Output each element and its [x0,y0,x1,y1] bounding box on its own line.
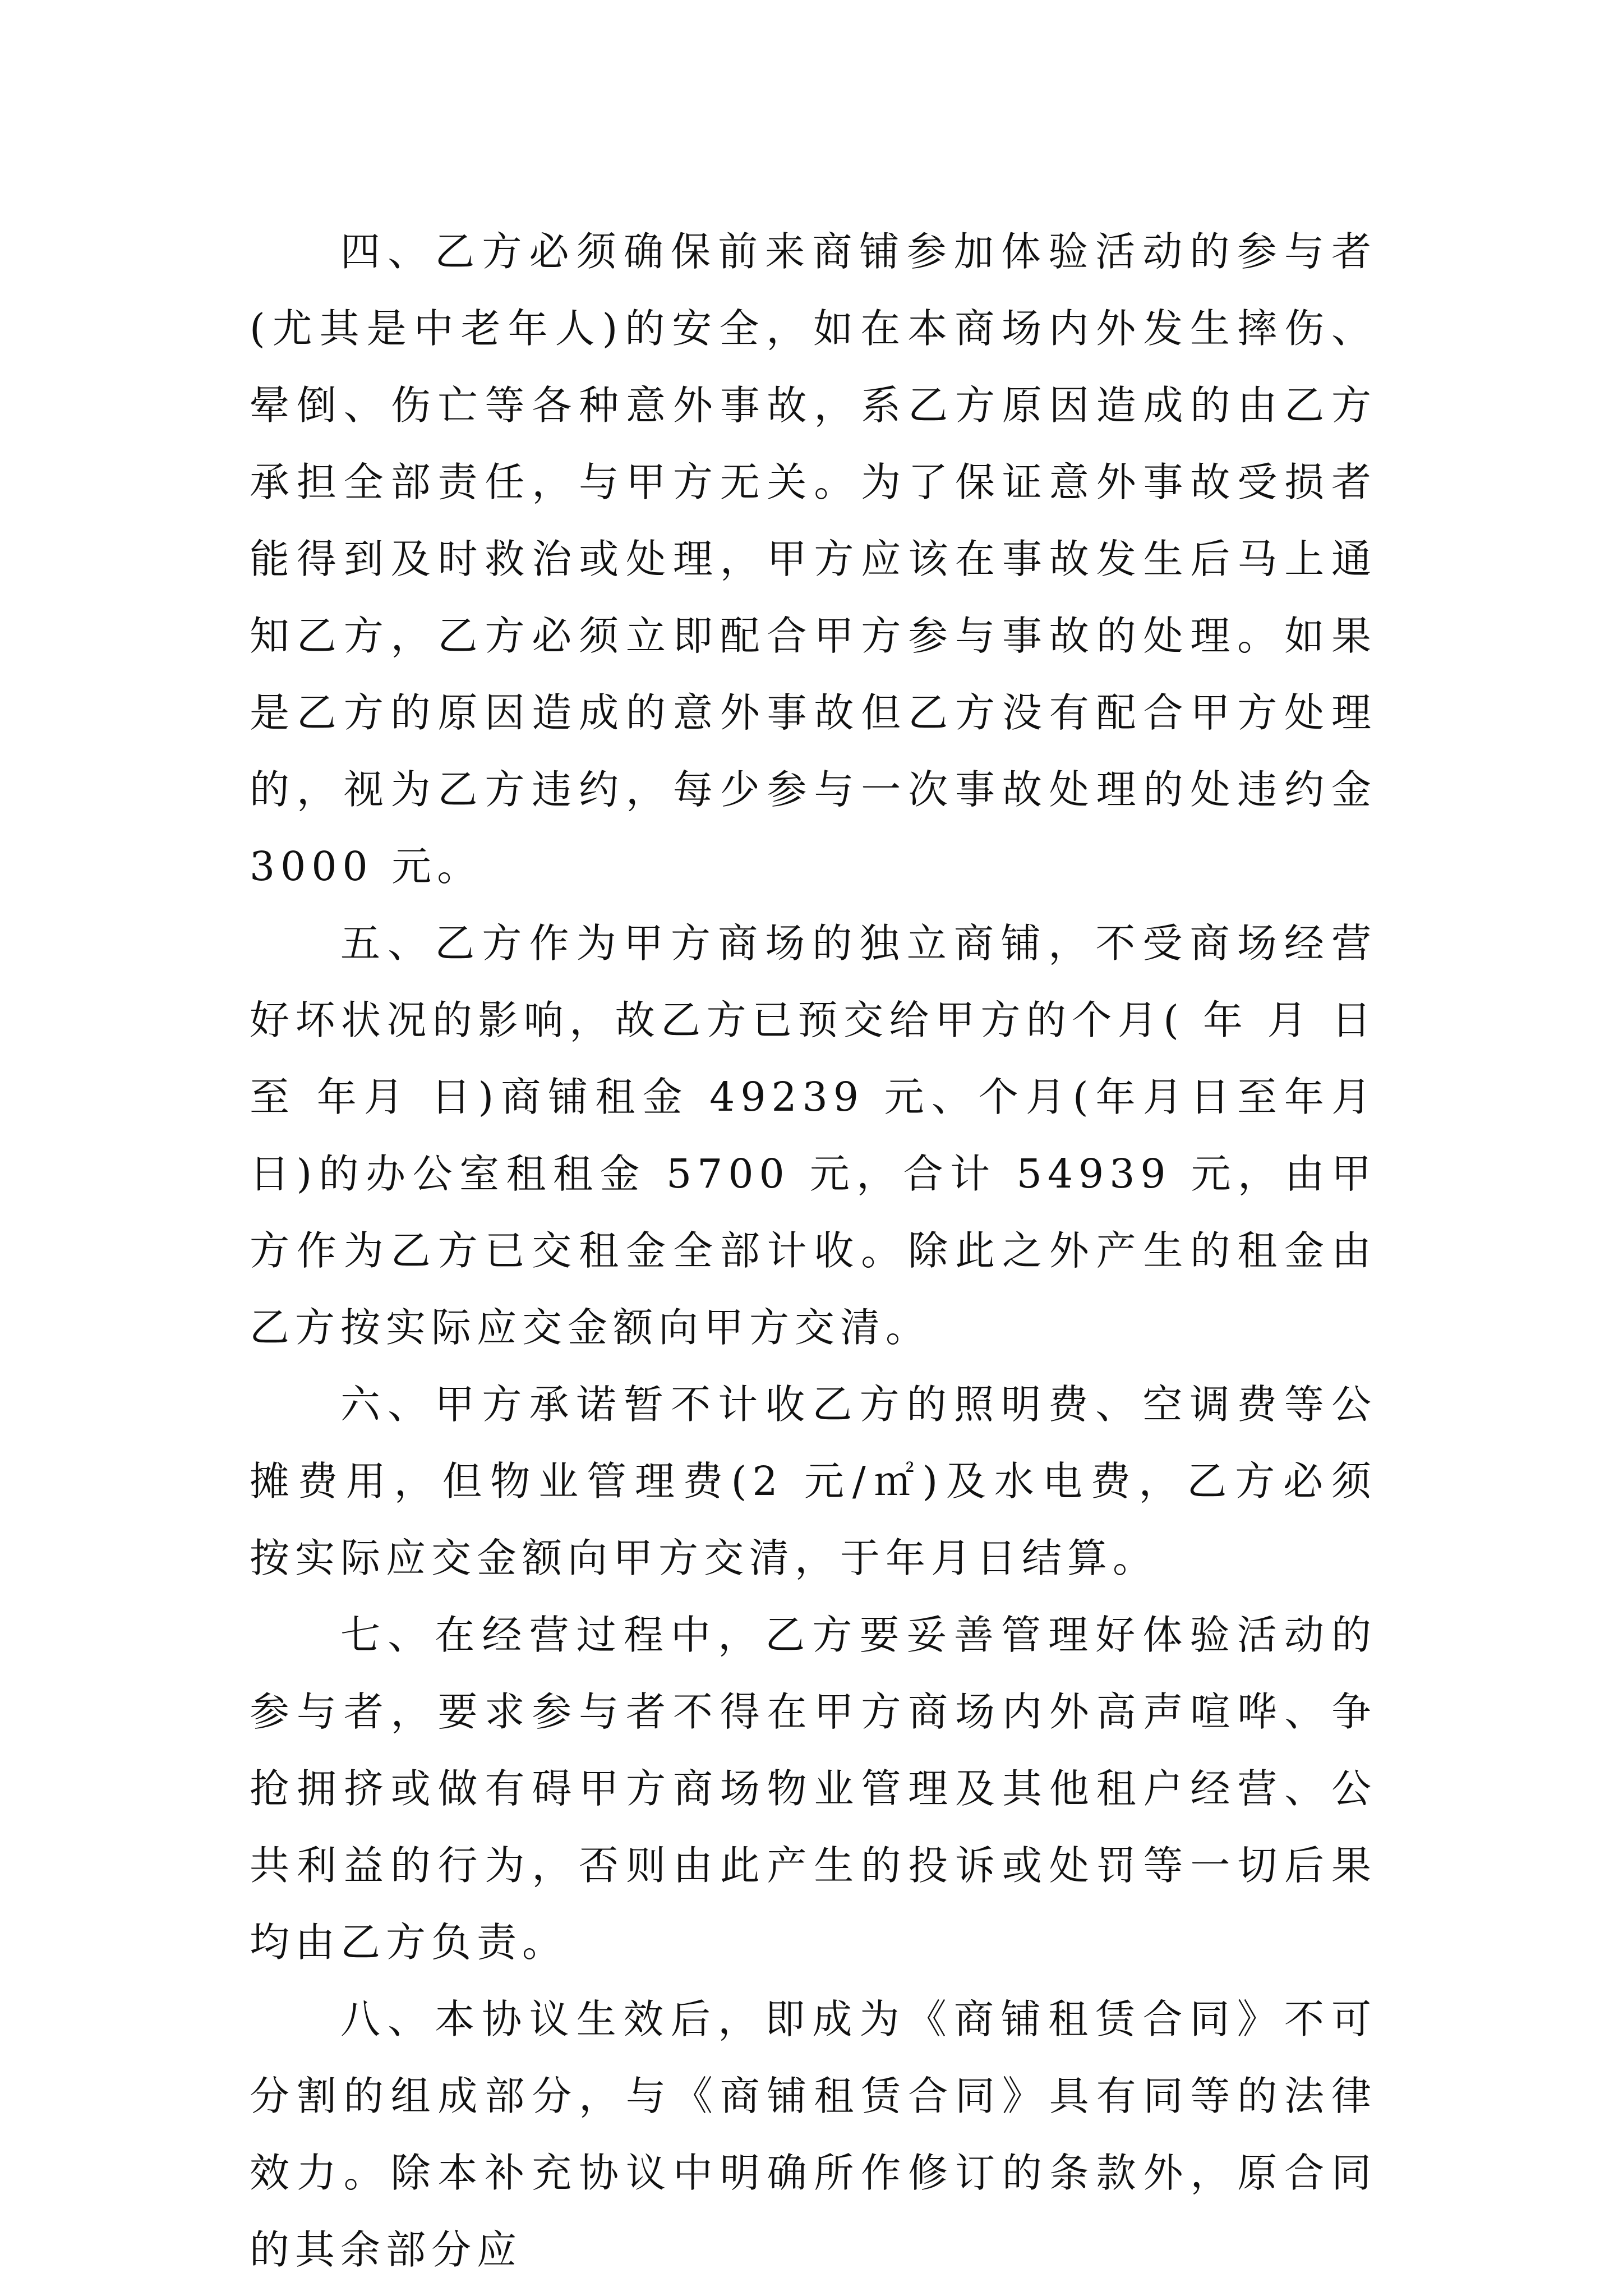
document-body [250,213,1377,2288]
clause-4-paragraph: 四、乙方必须确保前来商铺参加体验活动的参与者(尤其是中老年人)的安全，如在本商场内外发生摔伤、晕倒、伤亡等各种意外事故，系乙方原因造成的由乙方承担全部责任，与甲方无关。为了保证意外事故受损者能得到及时救治或处理，甲方应该在事故发生后马上通知乙方，乙方必须立即配合甲方参与事故的处理。如果是乙方的原因造成的意外事故但乙方没有配合甲方处理的，视为乙方违约，每少参与一次事故处理的处违约金 3000 元。 [250,228,1377,890]
clause-7-paragraph: 七、在经营过程中，乙方要妥善管理好体验活动的参与者，要求参与者不得在甲方商场内外高声喧哗、争抢拥挤或做有碍甲方商场物业管理及其他租户经营、公共利益的行为，否则由此产生的投诉或处罚等一切后果均由乙方负责。 [250,1612,1377,1966]
clause-6-paragraph: 六、甲方承诺暂不计收乙方的照明费、空调费等公摊费用，但物业管理费(2 元/㎡)及水电费，乙方必须 按实际应交金额向甲方交清，于年月日结算。 [250,1381,1377,1581]
clause-8-paragraph: 八、本协议生效后，即成为《商铺租赁合同》不可分割的组成部分，与《商铺租赁合同》具有同等的法律效力。除本补充协议中明确所作修订的条款外，原合同的其余部分应 [250,1996,1377,2273]
clause-5-paragraph: 五、乙方作为甲方商场的独立商铺，不受商场经营好坏状况的影响，故乙方已预交给甲方的个月( 年 月 日至 年月 日)商铺租金 49239 元、个月(年月日至年月日)的办公室租租金 5700 元，合计 54939 元，由甲方作为乙方已交租金全部计收。除此之外产生的租金由乙方按实际应交金额向甲方交清。 [250,920,1377,1351]
